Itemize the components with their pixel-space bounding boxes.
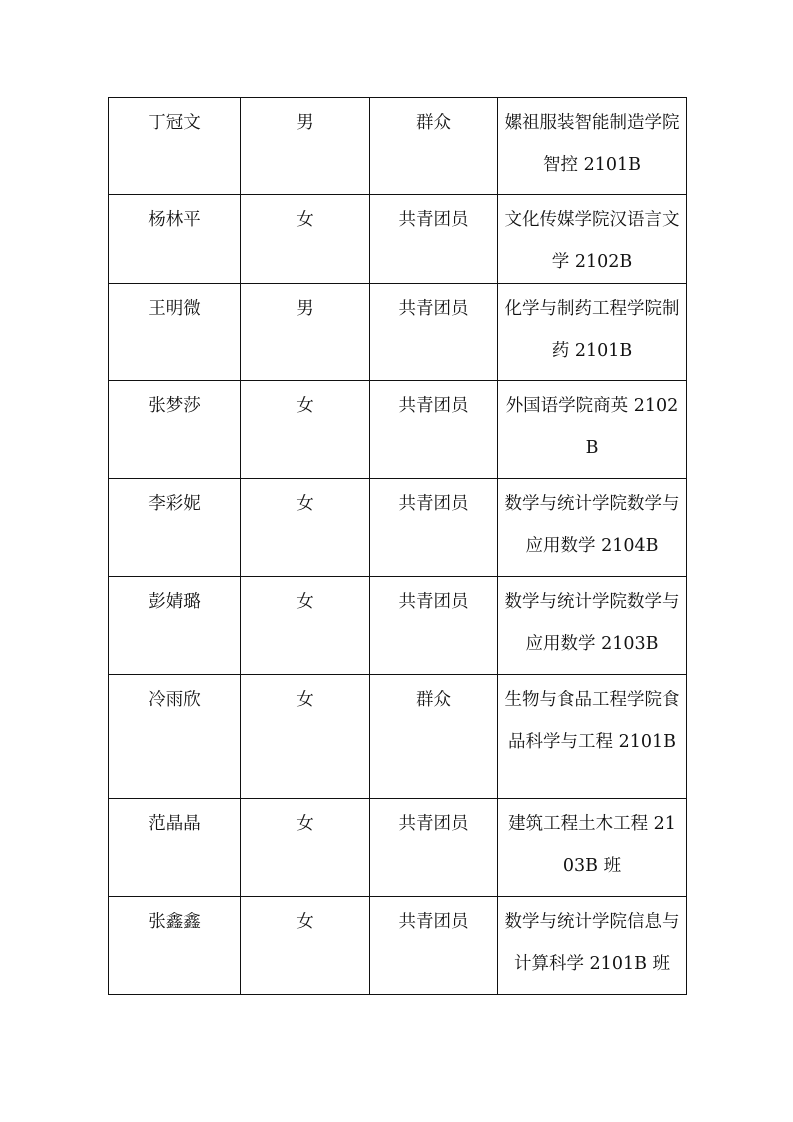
political-status-cell: 共青团员 [370, 577, 498, 675]
table-row [109, 897, 687, 995]
political-status-cell: 共青团员 [370, 195, 498, 284]
table-row [109, 479, 687, 577]
class-cell: 外国语学院商英 2102B [498, 381, 687, 479]
class-cell: 数学与统计学院信息与计算科学 2101B 班 [498, 897, 687, 995]
table-row [109, 284, 687, 381]
student-name-cell: 冷雨欣 [109, 675, 241, 799]
gender-cell: 女 [241, 479, 370, 577]
class-cell: 数学与统计学院数学与应用数学 2104B [498, 479, 687, 577]
political-status-cell: 群众 [370, 98, 498, 195]
political-status-cell: 群众 [370, 675, 498, 799]
gender-cell: 女 [241, 577, 370, 675]
table-row [109, 98, 687, 195]
gender-cell: 女 [241, 675, 370, 799]
student-name-cell: 范晶晶 [109, 799, 241, 897]
gender-cell: 男 [241, 284, 370, 381]
gender-cell: 女 [241, 195, 370, 284]
political-status-cell: 共青团员 [370, 284, 498, 381]
gender-cell: 女 [241, 897, 370, 995]
political-status-cell: 共青团员 [370, 381, 498, 479]
student-name-cell: 王明微 [109, 284, 241, 381]
gender-cell: 女 [241, 799, 370, 897]
student-name-cell: 彭婧璐 [109, 577, 241, 675]
political-status-cell: 共青团员 [370, 897, 498, 995]
student-name-cell: 李彩妮 [109, 479, 241, 577]
table-row [109, 675, 687, 799]
student-name-cell: 张鑫鑫 [109, 897, 241, 995]
political-status-cell: 共青团员 [370, 799, 498, 897]
table-row [109, 577, 687, 675]
political-status-cell: 共青团员 [370, 479, 498, 577]
class-cell: 嫘祖服装智能制造学院智控 2101B [498, 98, 687, 195]
student-name-cell: 张梦莎 [109, 381, 241, 479]
class-cell: 文化传媒学院汉语言文学 2102B [498, 195, 687, 284]
table-row [109, 381, 687, 479]
class-cell: 生物与食品工程学院食品科学与工程 2101B [498, 675, 687, 799]
student-roster-table [108, 97, 687, 995]
table-row [109, 799, 687, 897]
class-cell: 数学与统计学院数学与应用数学 2103B [498, 577, 687, 675]
class-cell: 化学与制药工程学院制药 2101B [498, 284, 687, 381]
student-name-cell: 丁冠文 [109, 98, 241, 195]
gender-cell: 女 [241, 381, 370, 479]
student-name-cell: 杨林平 [109, 195, 241, 284]
class-cell: 建筑工程土木工程 2103B 班 [498, 799, 687, 897]
table-row [109, 195, 687, 284]
gender-cell: 男 [241, 98, 370, 195]
